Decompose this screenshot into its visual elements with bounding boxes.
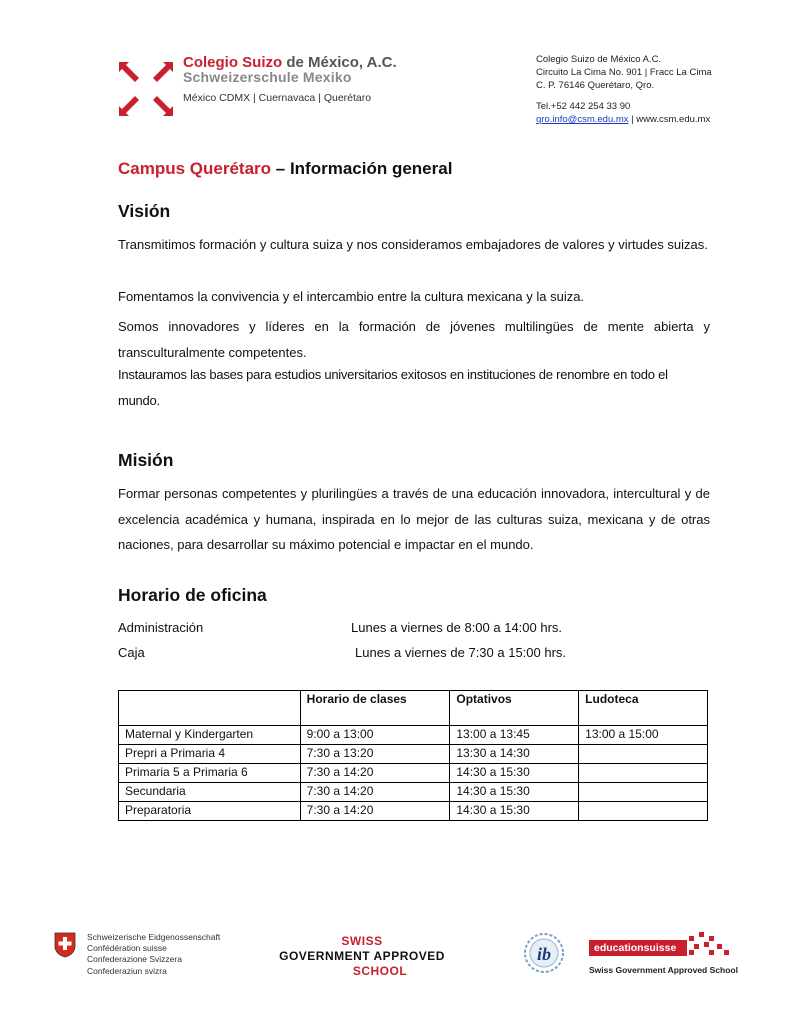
table-cell: 7:30 a 14:20 <box>300 764 450 783</box>
school-logo-arrows-icon <box>115 58 177 120</box>
page-title-campus: Campus Querétaro <box>118 159 272 178</box>
vision-p4: Instauramos las bases para estudios universitarios exitosos en instituciones de renombre en todo el mundo. <box>118 367 668 408</box>
school-name-rest: de México, A.C. <box>282 54 397 71</box>
table-cell: Secundaria <box>119 783 301 802</box>
educationsuisse-pixel-pattern-icon <box>689 932 731 958</box>
contact-email-link[interactable]: qro.info@csm.edu.mx <box>536 114 629 125</box>
table-header-cell: Ludoteca <box>579 691 708 726</box>
table-cell: Preparatoria <box>119 802 301 821</box>
table-cell: 7:30 a 13:20 <box>300 745 450 764</box>
vision-p1: Transmitimos formación y cultura suiza y nos consideramos embajadores de valores y virtudes suizas. <box>118 237 708 252</box>
horario-value-caja: Lunes a viernes de 7:30 a 15:00 hrs. <box>355 645 567 660</box>
schedule-table <box>118 690 708 821</box>
table-header-row <box>119 691 708 726</box>
table-row <box>119 745 708 764</box>
page-title-rest: – Información general <box>271 159 453 178</box>
table-cell: Prepri a Primaria 4 <box>119 745 301 764</box>
table-cell: 14:30 a 15:30 <box>450 802 579 821</box>
mision-p1: Formar personas competentes y plurilingües a través de una educación innovadora, intercultural y de excelencia académica y humana, inspirada en lo mejor de las culturas suiza, mexicana y de otras naciones, para desarrollar su máximo potencial e impactar en el mundo. <box>118 486 710 552</box>
table-row <box>119 764 708 783</box>
sgas-line-2: GOVERNMENT APPROVED <box>279 949 445 963</box>
vision-p3: Somos innovadores y líderes en la formación de jóvenes multilingües de mente abierta y transculturalmente competentes. <box>118 319 710 360</box>
table-cell: Maternal y Kindergarten <box>119 726 301 745</box>
confed-line: Schweizerische Eidgenossenschaft <box>87 932 221 942</box>
school-cities: México CDMX | Cuernavaca | Querétaro <box>183 92 372 104</box>
contact-line-1: Colegio Suizo de México A.C. <box>536 54 662 65</box>
page-title <box>118 159 452 179</box>
table-cell: Primaria 5 a Primaria 6 <box>119 764 301 783</box>
school-name-red: Colegio Suizo <box>183 54 283 71</box>
table-row <box>119 802 708 821</box>
table-cell <box>579 745 708 764</box>
table-cell: 13:30 a 14:30 <box>450 745 579 764</box>
swiss-government-approved-logo <box>272 934 452 979</box>
table-cell: 7:30 a 14:20 <box>300 783 450 802</box>
table-cell <box>579 802 708 821</box>
sgas-line-3: SCHOOL <box>352 964 408 978</box>
vision-heading: Visión <box>118 201 171 221</box>
confed-line: Confédération suisse <box>87 943 167 954</box>
horario-label-admin: Administración <box>118 620 204 635</box>
table-cell: 13:00 a 15:00 <box>579 726 708 745</box>
table-row <box>119 783 708 802</box>
table-header-cell <box>119 691 301 726</box>
horario-label-caja: Caja <box>118 645 145 660</box>
contact-phone: Tel.+52 442 254 33 90 <box>536 101 631 112</box>
table-cell <box>579 783 708 802</box>
ib-world-school-logo-icon <box>521 932 567 974</box>
educationsuisse-logo <box>589 940 738 975</box>
table-cell: 7:30 a 14:20 <box>300 802 450 821</box>
contact-line-2: Circuito La Cima No. 901 | Fracc La Cima <box>536 67 712 78</box>
table-row <box>119 726 708 745</box>
confed-line: Confederaziun svizra <box>87 965 167 976</box>
table-header-cell: Optativos <box>450 691 579 726</box>
educationsuisse-brand: educationsuisse <box>589 940 687 956</box>
table-cell: 14:30 a 15:30 <box>450 764 579 783</box>
vision-p2: Fomentamos la convivencia y el intercambio entre la cultura mexicana y la suiza. <box>118 289 585 304</box>
table-cell: 13:00 a 13:45 <box>450 726 579 745</box>
contact-web: | www.csm.edu.mx <box>628 114 711 125</box>
contact-line-3: C. P. 76146 Querétaro, Qro. <box>536 80 655 91</box>
horario-value-admin: Lunes a viernes de 8:00 a 14:00 hrs. <box>351 620 563 635</box>
mision-heading: Misión <box>118 450 174 470</box>
educationsuisse-tagline: Swiss Government Approved School <box>589 965 738 975</box>
sgas-line-1: SWISS <box>341 934 383 948</box>
horario-heading: Horario de oficina <box>118 585 267 605</box>
table-cell <box>579 764 708 783</box>
table-cell: 9:00 a 13:00 <box>300 726 450 745</box>
contact-block <box>536 53 712 126</box>
table-header-cell: Horario de clases <box>300 691 450 726</box>
swiss-cross-shield-icon <box>54 932 76 958</box>
table-cell: 14:30 a 15:30 <box>450 783 579 802</box>
svg-text:ib: ib <box>536 944 552 964</box>
school-subtitle: Schweizerschule Mexiko <box>183 69 352 85</box>
confed-line: Confederazione Svizzera <box>87 954 182 965</box>
swiss-confederation-text <box>87 932 220 977</box>
